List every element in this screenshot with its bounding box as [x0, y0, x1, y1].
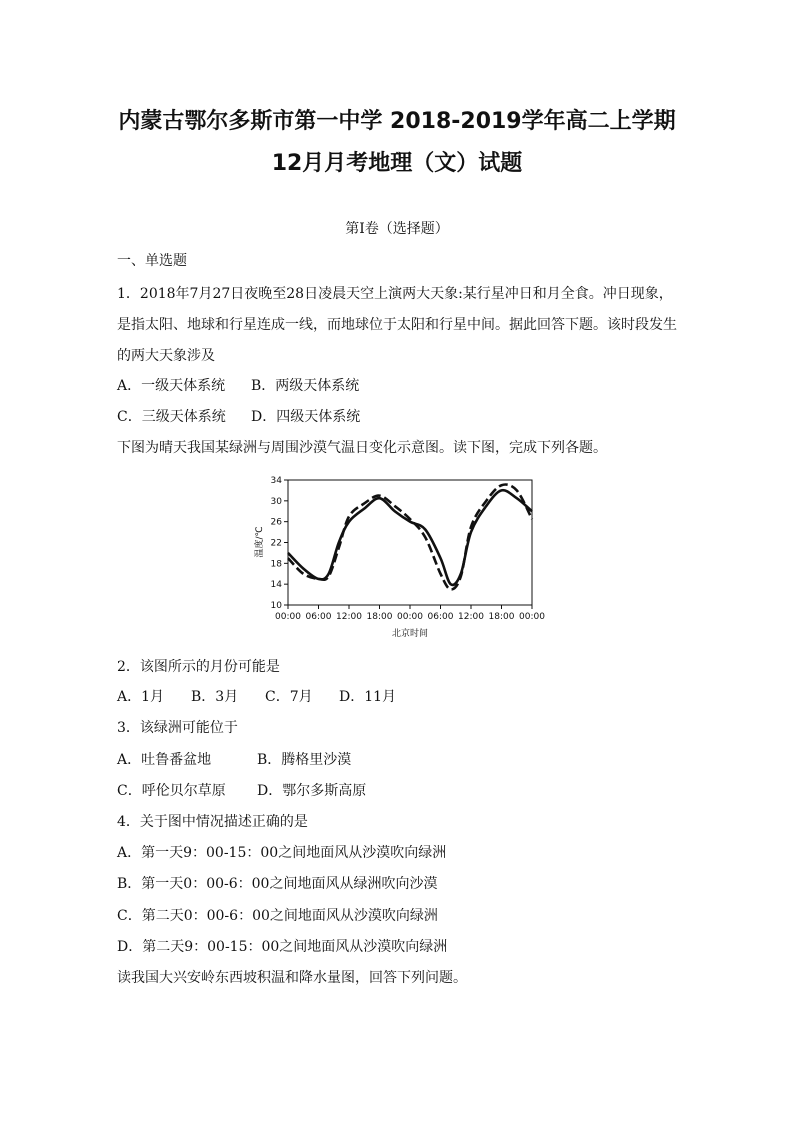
q1-option-c[interactable]: C．三级天体系统	[117, 409, 226, 425]
y-tick-label: 18	[270, 559, 282, 570]
x-tick-label: 00:00	[397, 612, 423, 622]
temperature-chart	[250, 470, 550, 642]
q1-options-row2	[117, 406, 360, 426]
series-line-dashed	[288, 484, 532, 589]
q2-option-c[interactable]: C．7月	[265, 689, 313, 705]
x-tick-label: 06:00	[305, 612, 332, 622]
q4-option-c[interactable]: C．第二天0：00-6：00之间地面风从沙漠吹向绿洲	[117, 908, 438, 924]
paper-title-line2: 12月月考地理（文）试题	[271, 151, 523, 176]
y-axis-title: 温度/℃	[255, 526, 265, 558]
y-tick-label: 26	[270, 517, 282, 528]
q1-option-b[interactable]: B．两级天体系统	[251, 378, 360, 394]
q3-option-b[interactable]: B．腾格里沙漠	[257, 752, 352, 768]
q3-options-row1	[117, 749, 351, 769]
q1-option-d[interactable]: D．四级天体系统	[251, 409, 361, 425]
x-tick-label: 12:00	[458, 612, 484, 622]
x-axis-title: 北京时间	[391, 629, 429, 639]
q1-stem-line3: 的两大天象涉及	[117, 348, 215, 364]
q3-option-d[interactable]: D．鄂尔多斯高原	[257, 783, 367, 799]
chart-intro: 下图为晴天我国某绿洲与周围沙漠气温日变化示意图。读下图，完成下列各题。	[117, 440, 607, 456]
x-tick-label: 12:00	[336, 612, 362, 622]
y-tick-label: 34	[270, 476, 282, 486]
q3-option-c[interactable]: C．呼伦贝尔草原	[117, 783, 226, 799]
y-tick-label: 10	[270, 601, 282, 611]
q1-stem-line2: 是指太阳、地球和行星连成一线，而地球位于太阳和行星中间。据此回答下题。该时段发生	[117, 317, 677, 333]
q4-stem: 4．关于图中情况描述正确的是	[117, 814, 308, 830]
q2-stem: 2．该图所示的月份可能是	[117, 659, 280, 675]
q3-stem: 3．该绿洲可能位于	[117, 720, 238, 736]
q3-option-a[interactable]: A．吐鲁番盆地	[117, 752, 212, 768]
plot-frame	[288, 480, 532, 605]
q4-option-d[interactable]: D．第二天9：00-15：00之间地面风从沙漠吹向绿洲	[117, 939, 448, 955]
q1-stem-line1: 1．2018年7月27日夜晚至28日凌晨天空上演两大天象:某行星冲日和月全食。冲日现象，	[117, 286, 673, 302]
x-tick-label: 18:00	[366, 612, 393, 622]
q1-option-a[interactable]: A．一级天体系统	[117, 378, 226, 394]
paper-title-line1: 内蒙古鄂尔多斯市第一中学 2018-2019学年高二上学期	[118, 109, 676, 134]
series-line-solid	[288, 490, 532, 585]
x-tick-label: 00:00	[275, 612, 301, 622]
x-tick-label: 06:00	[427, 612, 454, 622]
x-tick-label: 00:00	[519, 612, 545, 622]
q4-option-b[interactable]: B．第一天0：00-6：00之间地面风从绿洲吹向沙漠	[117, 876, 438, 892]
section-heading: 一、单选题	[117, 253, 187, 269]
q2-option-b[interactable]: B．3月	[191, 689, 239, 705]
next-section-intro: 读我国大兴安岭东西坡积温和降水量图，回答下列问题。	[117, 970, 467, 986]
y-tick-label: 14	[270, 580, 282, 591]
chart-axes	[271, 476, 546, 622]
y-tick-label: 22	[270, 538, 282, 549]
q2-option-a[interactable]: A．1月	[117, 689, 165, 705]
q2-options-row	[117, 686, 396, 706]
q2-option-d[interactable]: D．11月	[339, 689, 397, 705]
q3-options-row2	[117, 780, 366, 800]
chart-lines	[288, 484, 532, 589]
volume-heading: 第I卷（选择题）	[345, 221, 449, 237]
q4-option-a[interactable]: A．第一天9：00-15：00之间地面风从沙漠吹向绿洲	[117, 845, 447, 861]
x-tick-label: 18:00	[488, 612, 515, 622]
q1-options-row1	[117, 375, 359, 395]
y-tick-label: 30	[270, 496, 282, 507]
